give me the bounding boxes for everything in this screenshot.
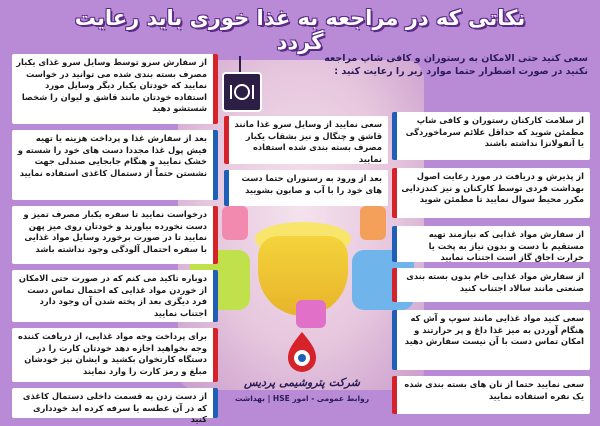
tip-box-right-4: از سفارش مواد غذایی خام بدون بسته بندی صنعتی مانند سالاد اجتناب کنید (392, 268, 590, 302)
chair-decoration (296, 300, 326, 328)
chair-decoration (222, 206, 248, 240)
tip-box-left-2: بعد از سفارش غذا و پرداخت هزینه یا تهیه فیش پول غذا مجددا دست های خود را شسته و خشک نمایید و هنگام جابجایی صندلی جهت نشستن حتماً از دستمال کاغذی استفاده نمایید (12, 130, 218, 200)
tip-box-right-2: از پذیرش و دریافت در مورد رعایت اصول بهداشت فردی توسط کارکنان و نیز کندزدایی مکرر محیط سوال نمایید تا مطمئن شوید (392, 168, 590, 218)
tip-box-center-2: بعد از ورود به رستوران حتما دست های خود را با آب و صابون بشویید (224, 170, 388, 206)
company-subtitle: روابط عمومی - امور HSE | بهداشت (234, 394, 370, 403)
chair-decoration (360, 206, 386, 240)
intro-text: سعی کنید حتی الامکان به رستوران و کافی شاپ مراجعه نکنید در صورت اضطرار حتما موارد زیر را رعایت کنید : (324, 53, 588, 77)
tip-box-right-1: از سلامت کارکنان رستوران و کافی شاپ مطمئن شوید که حداقل علائم سرماخوردگی یا آنفولانزا نداشته باشند (392, 112, 590, 160)
tip-box-left-4: دوباره تاکید می کنم که در صورت حتی الامکان از خوردن مواد غذایی که احتمال تماس دست فرد دیگری بعد از پخته شدن آن وجود دارد اجتناب نمایید (12, 270, 218, 322)
tip-box-left-5: برای پرداخت وجه مواد غذایی، از دریافت کننده وجه بخواهید اجازه دهد خودتان کارت را در دستگاه کارتخوان بکشید و ایشان نیز خودشان مبلغ و رمز کارت را وارد نمایند (12, 328, 218, 382)
sign-string (239, 56, 241, 73)
tip-box-right-6: سعی نمایید حتما از نان های بسته بندی شده یک نفره استفاده نمایید (392, 376, 590, 414)
tip-box-left-1: از سفارش سرو توسط وسایل سرو غذای یکبار مصرف بسته بندی شده می توانید در خواست نمایید که خودتان یکبار دیگر وسایل مورد استفاده خودتان مانند قاشق و لیوان را شخصا شستشو دهید (12, 54, 218, 124)
company-name: شرکت پتروشیمی پردیس (244, 376, 360, 389)
tip-box-center-1: سعی نمایید از وسایل سرو غذا مانند قاشق و چنگال و نیز بشقاب یکبار مصرف بسته بندی شده استفاده نمایید (224, 116, 388, 164)
tip-box-right-5: سعی کنید مواد غذایی مانند سوپ و آش که هنگام آوردن به میز غذا داغ و پر حرارتند و امکان تماس دست با آن نیست سفارش دهید (392, 310, 590, 370)
tip-box-left-3: درخواست نمایید تا سفره یکبار مصرف تمیز و دست نخورده بیاورند و خودتان روی میز پهن نمایید تا در صورت برخورد وسایل مواد غذایی با سفره احتمال آلودگی وجود نداشته باشد (12, 206, 218, 264)
tip-box-left-6: از دست زدن به قسمت داخلی دستمال کاغذی که در آن عطسه یا سرفه کرده اید خودداری کنید (12, 388, 218, 418)
page-title: نکاتی که در مراجعه به غذا خوری باید رعایت گردد (74, 6, 526, 54)
plate-icon (222, 72, 262, 112)
tip-box-right-3: از سفارش مواد غذایی که نیازمند تهیه مستقیم با دست و بدون نیاز به پخت یا حرارت اجاق گاز است اجتناب نمایید (392, 226, 590, 262)
